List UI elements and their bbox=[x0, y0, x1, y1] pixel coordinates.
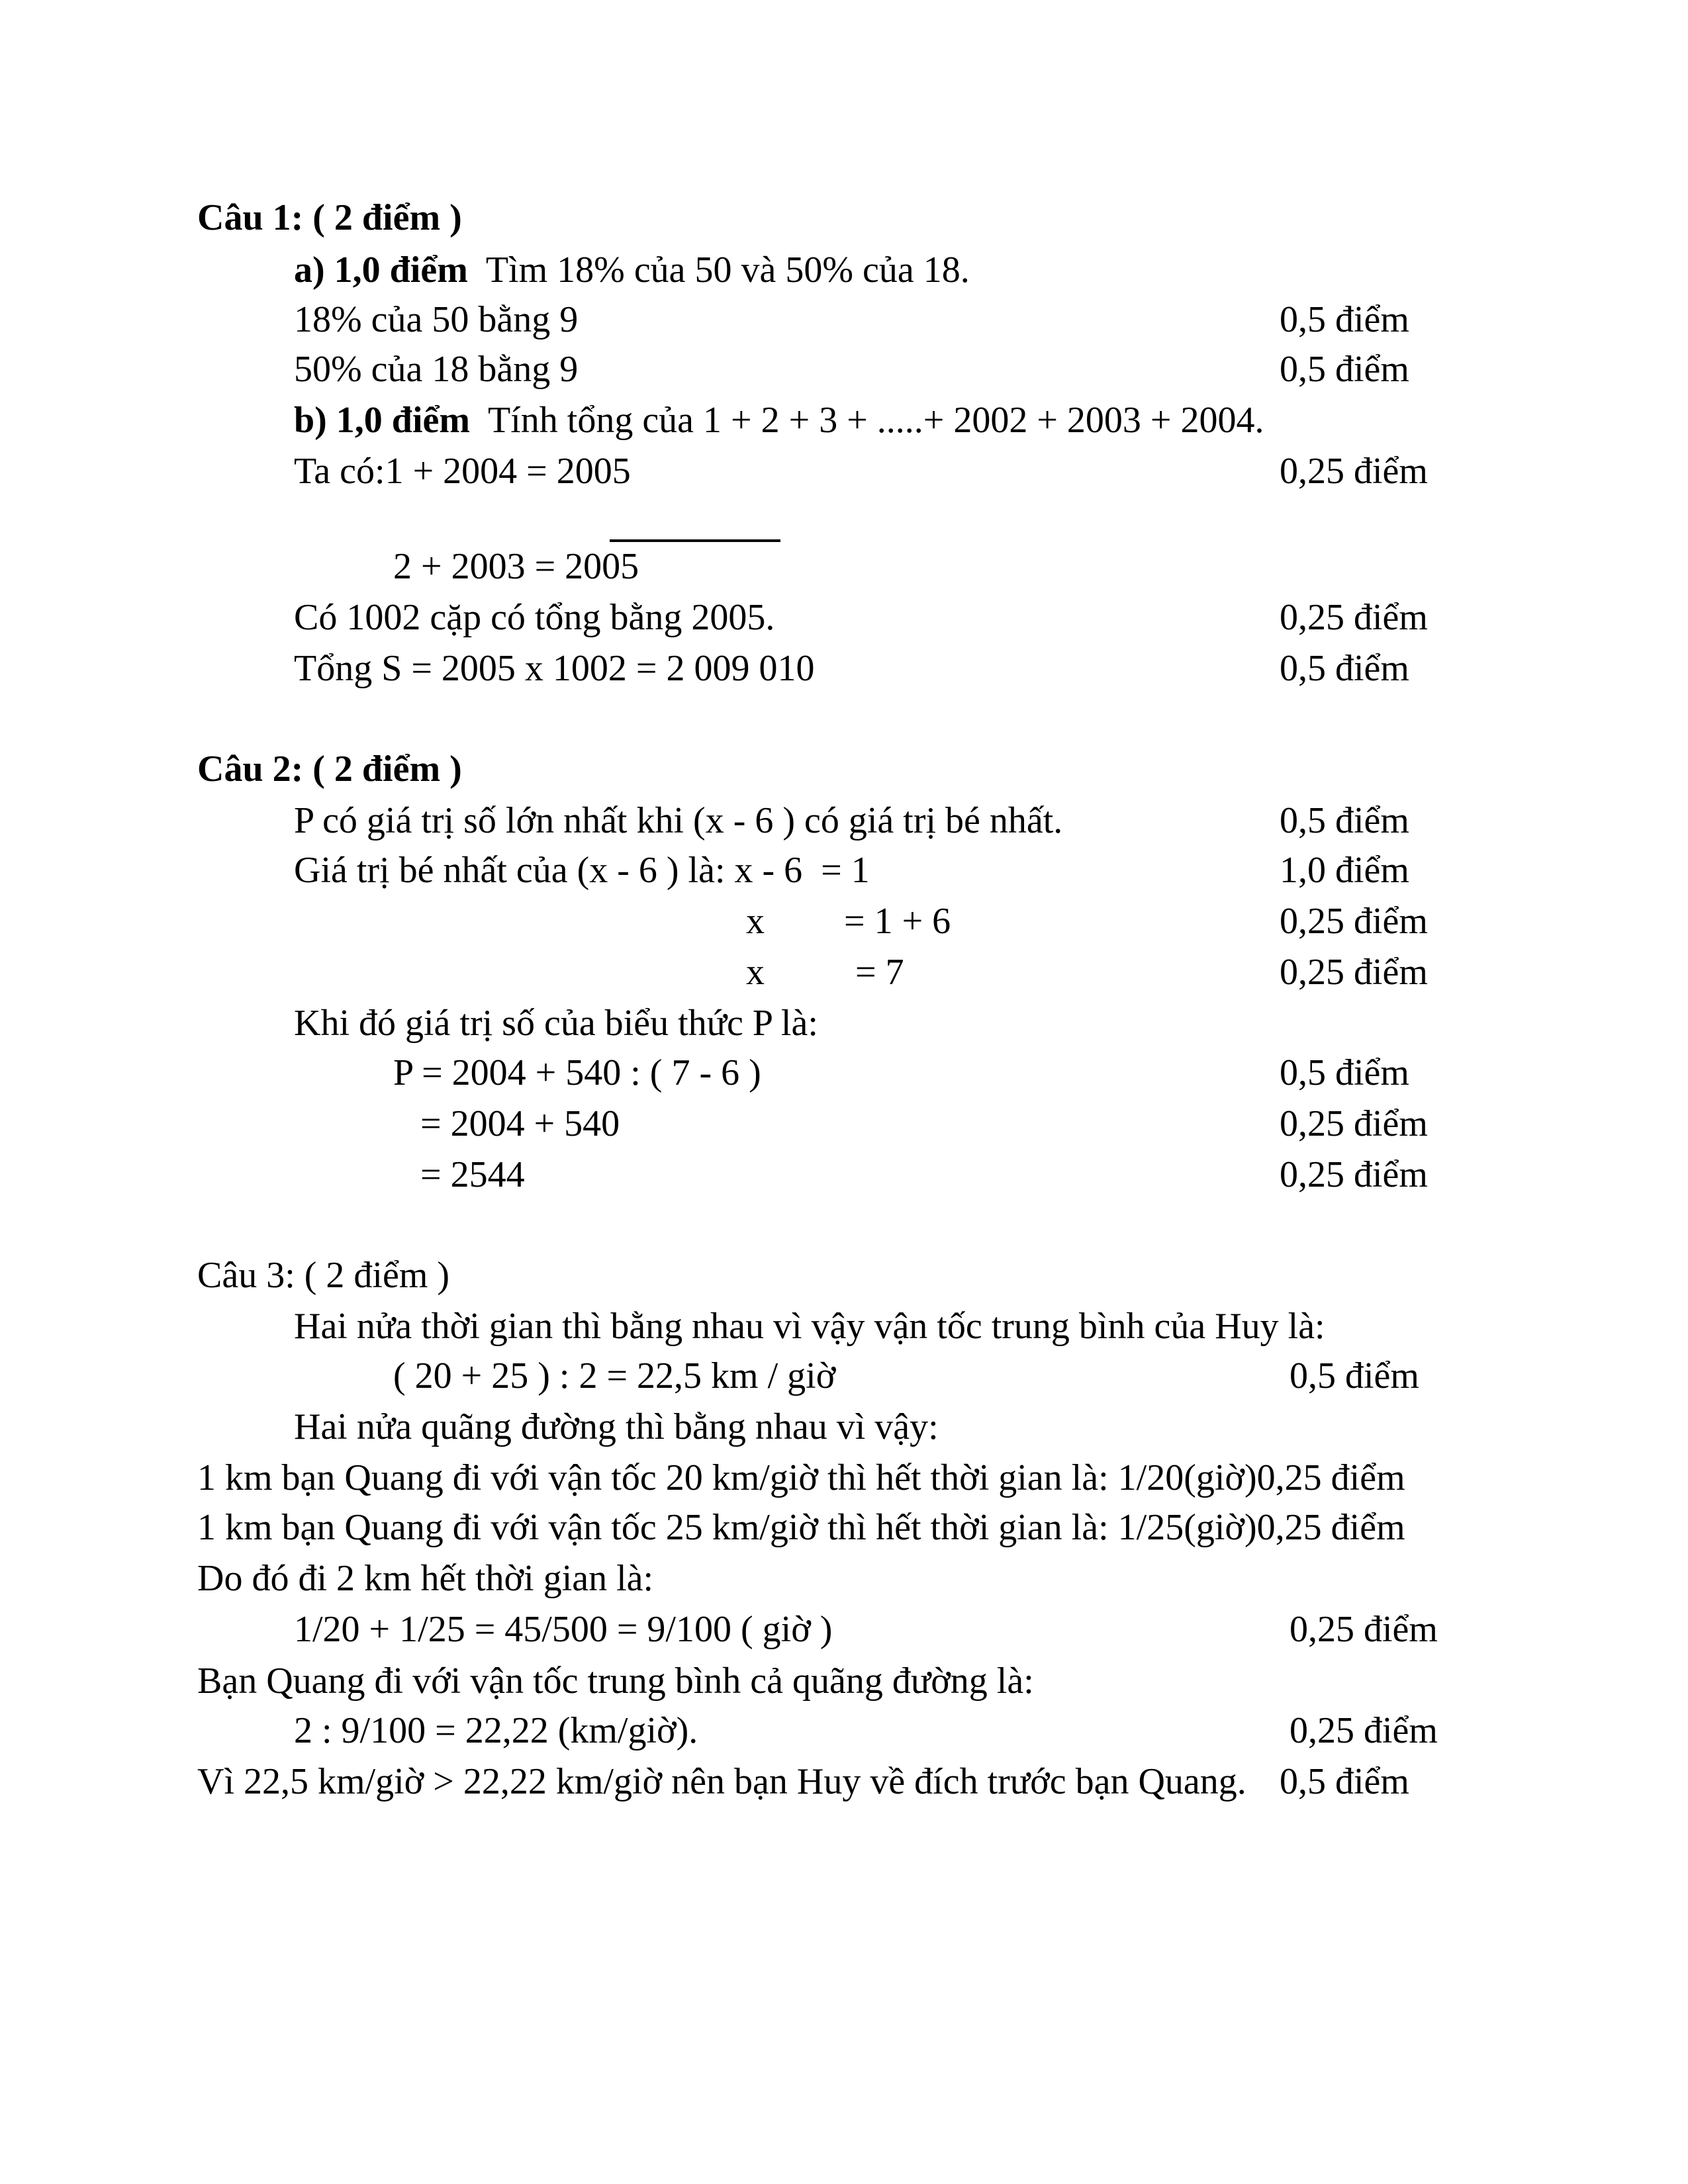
text-line bbox=[197, 1760, 1246, 1803]
line-text: ( 20 + 25 ) : 2 = 22,5 km / giờ bbox=[393, 1355, 836, 1396]
equation-rhs: = 7 bbox=[855, 952, 904, 993]
bold-label: b) 1,0 điểm bbox=[294, 400, 470, 441]
score-points: 0,5 điểm bbox=[1280, 648, 1409, 689]
overline-rule bbox=[610, 539, 780, 542]
text-line bbox=[420, 1103, 620, 1145]
text-line bbox=[294, 647, 815, 690]
score-points: 0,5 điểm bbox=[1280, 1761, 1409, 1802]
text-line bbox=[294, 799, 1062, 842]
score-points: 0,25 điểm bbox=[1280, 597, 1428, 638]
score-points: 0,25 điểm bbox=[1280, 451, 1428, 492]
line-text: 18% của 50 bằng 9 bbox=[294, 299, 579, 340]
text-line bbox=[294, 1002, 818, 1044]
line-text: Tổng S = 2005 x 1002 = 2 009 010 bbox=[294, 648, 815, 689]
text-line bbox=[746, 900, 765, 942]
score-points: 0,25 điểm bbox=[1289, 1609, 1438, 1650]
text-line bbox=[294, 1709, 698, 1752]
equation-rhs: = 1 + 6 bbox=[844, 901, 951, 942]
line-text: 1 km bạn Quang đi với vận tốc 25 km/giờ thì hết thời gian là: 1/25(giờ)0,25 điểm bbox=[197, 1507, 1405, 1548]
line-text: Tìm 18% của 50 và 50% của 18. bbox=[467, 250, 970, 291]
text-line bbox=[294, 1608, 832, 1651]
score-points: 0,25 điểm bbox=[1280, 1154, 1428, 1195]
text-line bbox=[197, 1506, 1405, 1549]
score-points: 0,5 điểm bbox=[1280, 349, 1409, 390]
text-line bbox=[294, 348, 578, 390]
line-text: P có giá trị số lớn nhất khi (x - 6 ) có giá trị bé nhất. bbox=[294, 800, 1063, 841]
text-line bbox=[294, 1406, 939, 1448]
bold-label: Câu 2: ( 2 điểm ) bbox=[197, 749, 462, 790]
score-points: 0,5 điểm bbox=[1280, 1052, 1409, 1093]
line-text: Câu 3: ( 2 điểm ) bbox=[197, 1255, 450, 1296]
text-line bbox=[197, 1254, 449, 1297]
text-line bbox=[294, 596, 774, 639]
bold-label: Câu 1: ( 2 điểm ) bbox=[197, 197, 462, 238]
line-text: 1/20 + 1/25 = 45/500 = 9/100 ( giờ ) bbox=[294, 1609, 833, 1650]
line-text: 50% của 18 bằng 9 bbox=[294, 349, 579, 390]
score-points: 0,5 điểm bbox=[1280, 800, 1409, 841]
score-points: 0,5 điểm bbox=[1289, 1355, 1419, 1396]
line-text: x bbox=[746, 952, 765, 993]
text-line bbox=[393, 1052, 761, 1094]
score-points: 1,0 điểm bbox=[1280, 850, 1409, 891]
text-line bbox=[294, 849, 870, 891]
line-text: Tính tổng của 1 + 2 + 3 + .....+ 2002 + 2003 + 2004. bbox=[470, 400, 1264, 441]
line-text: = 2004 + 540 bbox=[420, 1103, 620, 1144]
line-text: Hai nửa thời gian thì bằng nhau vì vậy vận tốc trung bình của Huy là: bbox=[294, 1306, 1325, 1347]
bold-label: a) 1,0 điểm bbox=[294, 250, 468, 291]
text-line bbox=[197, 197, 462, 239]
score-points: 0,25 điểm bbox=[1280, 952, 1428, 993]
line-text: Hai nửa quãng đường thì bằng nhau vì vậy: bbox=[294, 1406, 939, 1447]
line-text: Khi đó giá trị số của biểu thức P là: bbox=[294, 1003, 818, 1044]
line-text: = 2544 bbox=[420, 1154, 525, 1195]
text-line bbox=[294, 450, 631, 492]
score-points: 0,25 điểm bbox=[1280, 901, 1428, 942]
line-text: Do đó đi 2 km hết thời gian là: bbox=[197, 1558, 654, 1599]
text-line bbox=[294, 399, 1264, 441]
line-text: Vì 22,5 km/giờ > 22,22 km/giờ nên bạn Huy về đích trước bạn Quang. bbox=[197, 1761, 1246, 1802]
score-points: 0,5 điểm bbox=[1280, 299, 1409, 340]
score-points: 0,25 điểm bbox=[1289, 1710, 1438, 1751]
text-line bbox=[294, 1305, 1325, 1347]
text-line bbox=[197, 748, 462, 790]
line-text: Ta có:1 + 2004 = 2005 bbox=[294, 451, 631, 492]
text-line bbox=[294, 298, 578, 341]
text-line bbox=[420, 1154, 525, 1196]
line-text: P = 2004 + 540 : ( 7 - 6 ) bbox=[393, 1052, 761, 1093]
text-line bbox=[393, 545, 639, 588]
text-line bbox=[393, 1355, 835, 1397]
line-text: 2 : 9/100 = 22,22 (km/giờ). bbox=[294, 1710, 698, 1751]
text-line bbox=[197, 1457, 1405, 1499]
text-line bbox=[294, 249, 970, 291]
text-line bbox=[197, 1557, 653, 1600]
line-text: 2 + 2003 = 2005 bbox=[393, 546, 639, 587]
line-text: Giá trị bé nhất của (x - 6 ) là: x - 6 = 1 bbox=[294, 850, 870, 891]
score-points: 0,25 điểm bbox=[1280, 1103, 1428, 1144]
line-text: Bạn Quang đi với vận tốc trung bình cả quãng đường là: bbox=[197, 1661, 1034, 1702]
text-line bbox=[746, 951, 765, 993]
text-line bbox=[197, 1660, 1034, 1702]
line-text: Có 1002 cặp có tổng bằng 2005. bbox=[294, 597, 775, 638]
line-text: x bbox=[746, 901, 765, 942]
line-text: 1 km bạn Quang đi với vận tốc 20 km/giờ thì hết thời gian là: 1/20(giờ)0,25 điểm bbox=[197, 1457, 1405, 1498]
